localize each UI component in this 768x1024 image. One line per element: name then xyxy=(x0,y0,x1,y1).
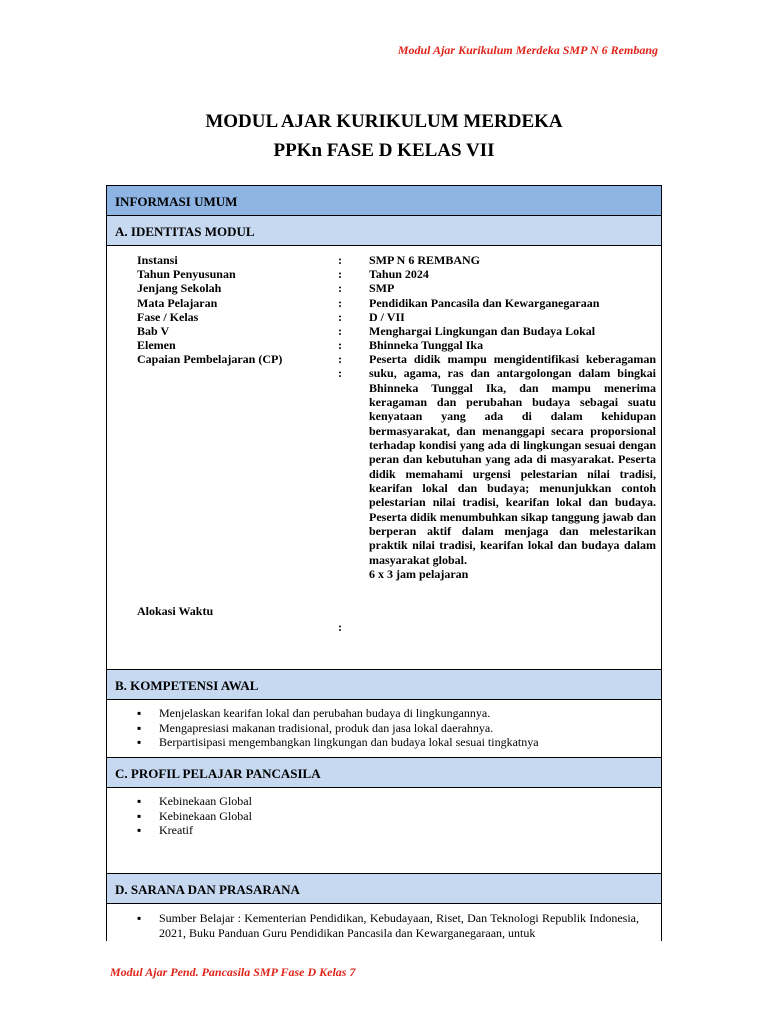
label-instansi: Instansi xyxy=(137,253,178,267)
value-tahun-penyusunan: Tahun 2024 xyxy=(369,267,429,281)
label-elemen: Elemen xyxy=(137,338,176,352)
sarana-list xyxy=(107,904,661,941)
section-profil-pelajar: C. PROFIL PELAJAR PANCASILA xyxy=(107,758,661,788)
value-mata-pelajaran: Pendidikan Pancasila dan Kewarganegaraan xyxy=(369,296,600,310)
page-footer: Modul Ajar Pend. Pancasila SMP Fase D Kelas 7 xyxy=(110,965,356,979)
colon: : xyxy=(338,267,342,281)
label-jenjang-sekolah: Jenjang Sekolah xyxy=(137,281,222,295)
document-subtitle: PPKn FASE D KELAS VII xyxy=(273,140,495,161)
colon: : xyxy=(338,324,342,338)
list-item: ▪ Kebinekaan Global xyxy=(137,809,661,824)
label-tahun-penyusunan: Tahun Penyusunan xyxy=(137,267,236,281)
colon: : xyxy=(338,296,342,310)
section-sarana-prasarana: D. SARANA DAN PRASARANA xyxy=(107,874,661,904)
label-bab: Bab V xyxy=(137,324,170,338)
label-capaian-pembelajaran: Capaian Pembelajaran (CP) xyxy=(137,352,283,366)
value-instansi: SMP N 6 REMBANG xyxy=(369,253,480,267)
list-item: ▪ Sumber Belajar : Kementerian Pendidikan, Kebudayaan, Riset, Dan Teknologi Republik Indonesia, 2021, Buku Panduan Guru Pendidikan Pancasila dan Kewarganegaraan, untuk xyxy=(137,911,661,940)
value-bab: Menghargai Lingkungan dan Budaya Lokal xyxy=(369,324,596,338)
label-mata-pelajaran: Mata Pelajaran xyxy=(137,296,218,310)
colon: : xyxy=(338,310,342,324)
value-elemen: Bhinneka Tunggal Ika xyxy=(369,338,484,352)
document-title: MODUL AJAR KURIKULUM MERDEKA xyxy=(205,111,563,132)
cp-text: Peserta didik mampu mengidentifikasi keberagaman suku, agama, ras dan antargolongan dalam bingkai Bhinneka Tunggal Ika, dan mampu menerima keragaman dan perubahan budaya sebagai suatu kenyataan yang ada di dalam kehidupan bermasyarakat, dan menanggapi secara proporsional terhadap kondisi yang ada di lingkungan sesuai dengan peran dan kebutuhan yang ada di masyarakat. Peserta didik memahami urgensi pelestarian nilai tradisi, kearifan lokal dan budaya; menunjukkan contoh pelestarian nilai tradisi, kearifan lokal dan budaya. Peserta didik menumbuhkan sikap tanggung jawab dan berperan aktif dalam menjaga dan melestarikan praktik nilai tradisi, kearifan lokal dan budaya dalam masyarakat global. xyxy=(369,352,656,567)
section-identitas-modul: A. IDENTITAS MODUL xyxy=(107,216,661,246)
cp-text-block xyxy=(369,352,656,582)
list-item: ▪ Berpartisipasi mengembangkan lingkungan dan budaya lokal sesuai tingkatnya xyxy=(137,735,661,750)
colon: : xyxy=(338,281,342,295)
section-informasi-umum: INFORMASI UMUM xyxy=(107,186,661,216)
page-header: Modul Ajar Kurikulum Merdeka SMP N 6 Rembang xyxy=(397,43,658,57)
profil-pelajar-list xyxy=(107,788,661,874)
list-item: ▪ Mengapresiasi makanan tradisional, produk dan jasa lokal daerahnya. xyxy=(137,721,661,736)
label-alokasi-waktu: Alokasi Waktu xyxy=(137,604,214,618)
value-fase-kelas: D / VII xyxy=(369,310,405,324)
list-item: ▪ Kreatif xyxy=(137,823,661,838)
list-item: ▪ Kebinekaan Global xyxy=(137,794,661,809)
module-table xyxy=(106,185,662,941)
kompetensi-awal-list xyxy=(107,700,661,758)
colon: : xyxy=(338,352,342,366)
section-kompetensi-awal: B. KOMPETENSI AWAL xyxy=(107,670,661,700)
label-fase-kelas: Fase / Kelas xyxy=(137,310,199,324)
colon: : xyxy=(338,338,342,352)
colon: : xyxy=(338,366,342,380)
value-jenjang-sekolah: SMP xyxy=(369,281,395,295)
identitas-block xyxy=(107,246,661,670)
colon: : xyxy=(338,253,342,267)
jam-pelajaran: 6 x 3 jam pelajaran xyxy=(369,567,469,582)
list-item: ▪ Menjelaskan kearifan lokal dan perubahan budaya di lingkungannya. xyxy=(137,706,661,721)
colon: : xyxy=(338,620,342,634)
